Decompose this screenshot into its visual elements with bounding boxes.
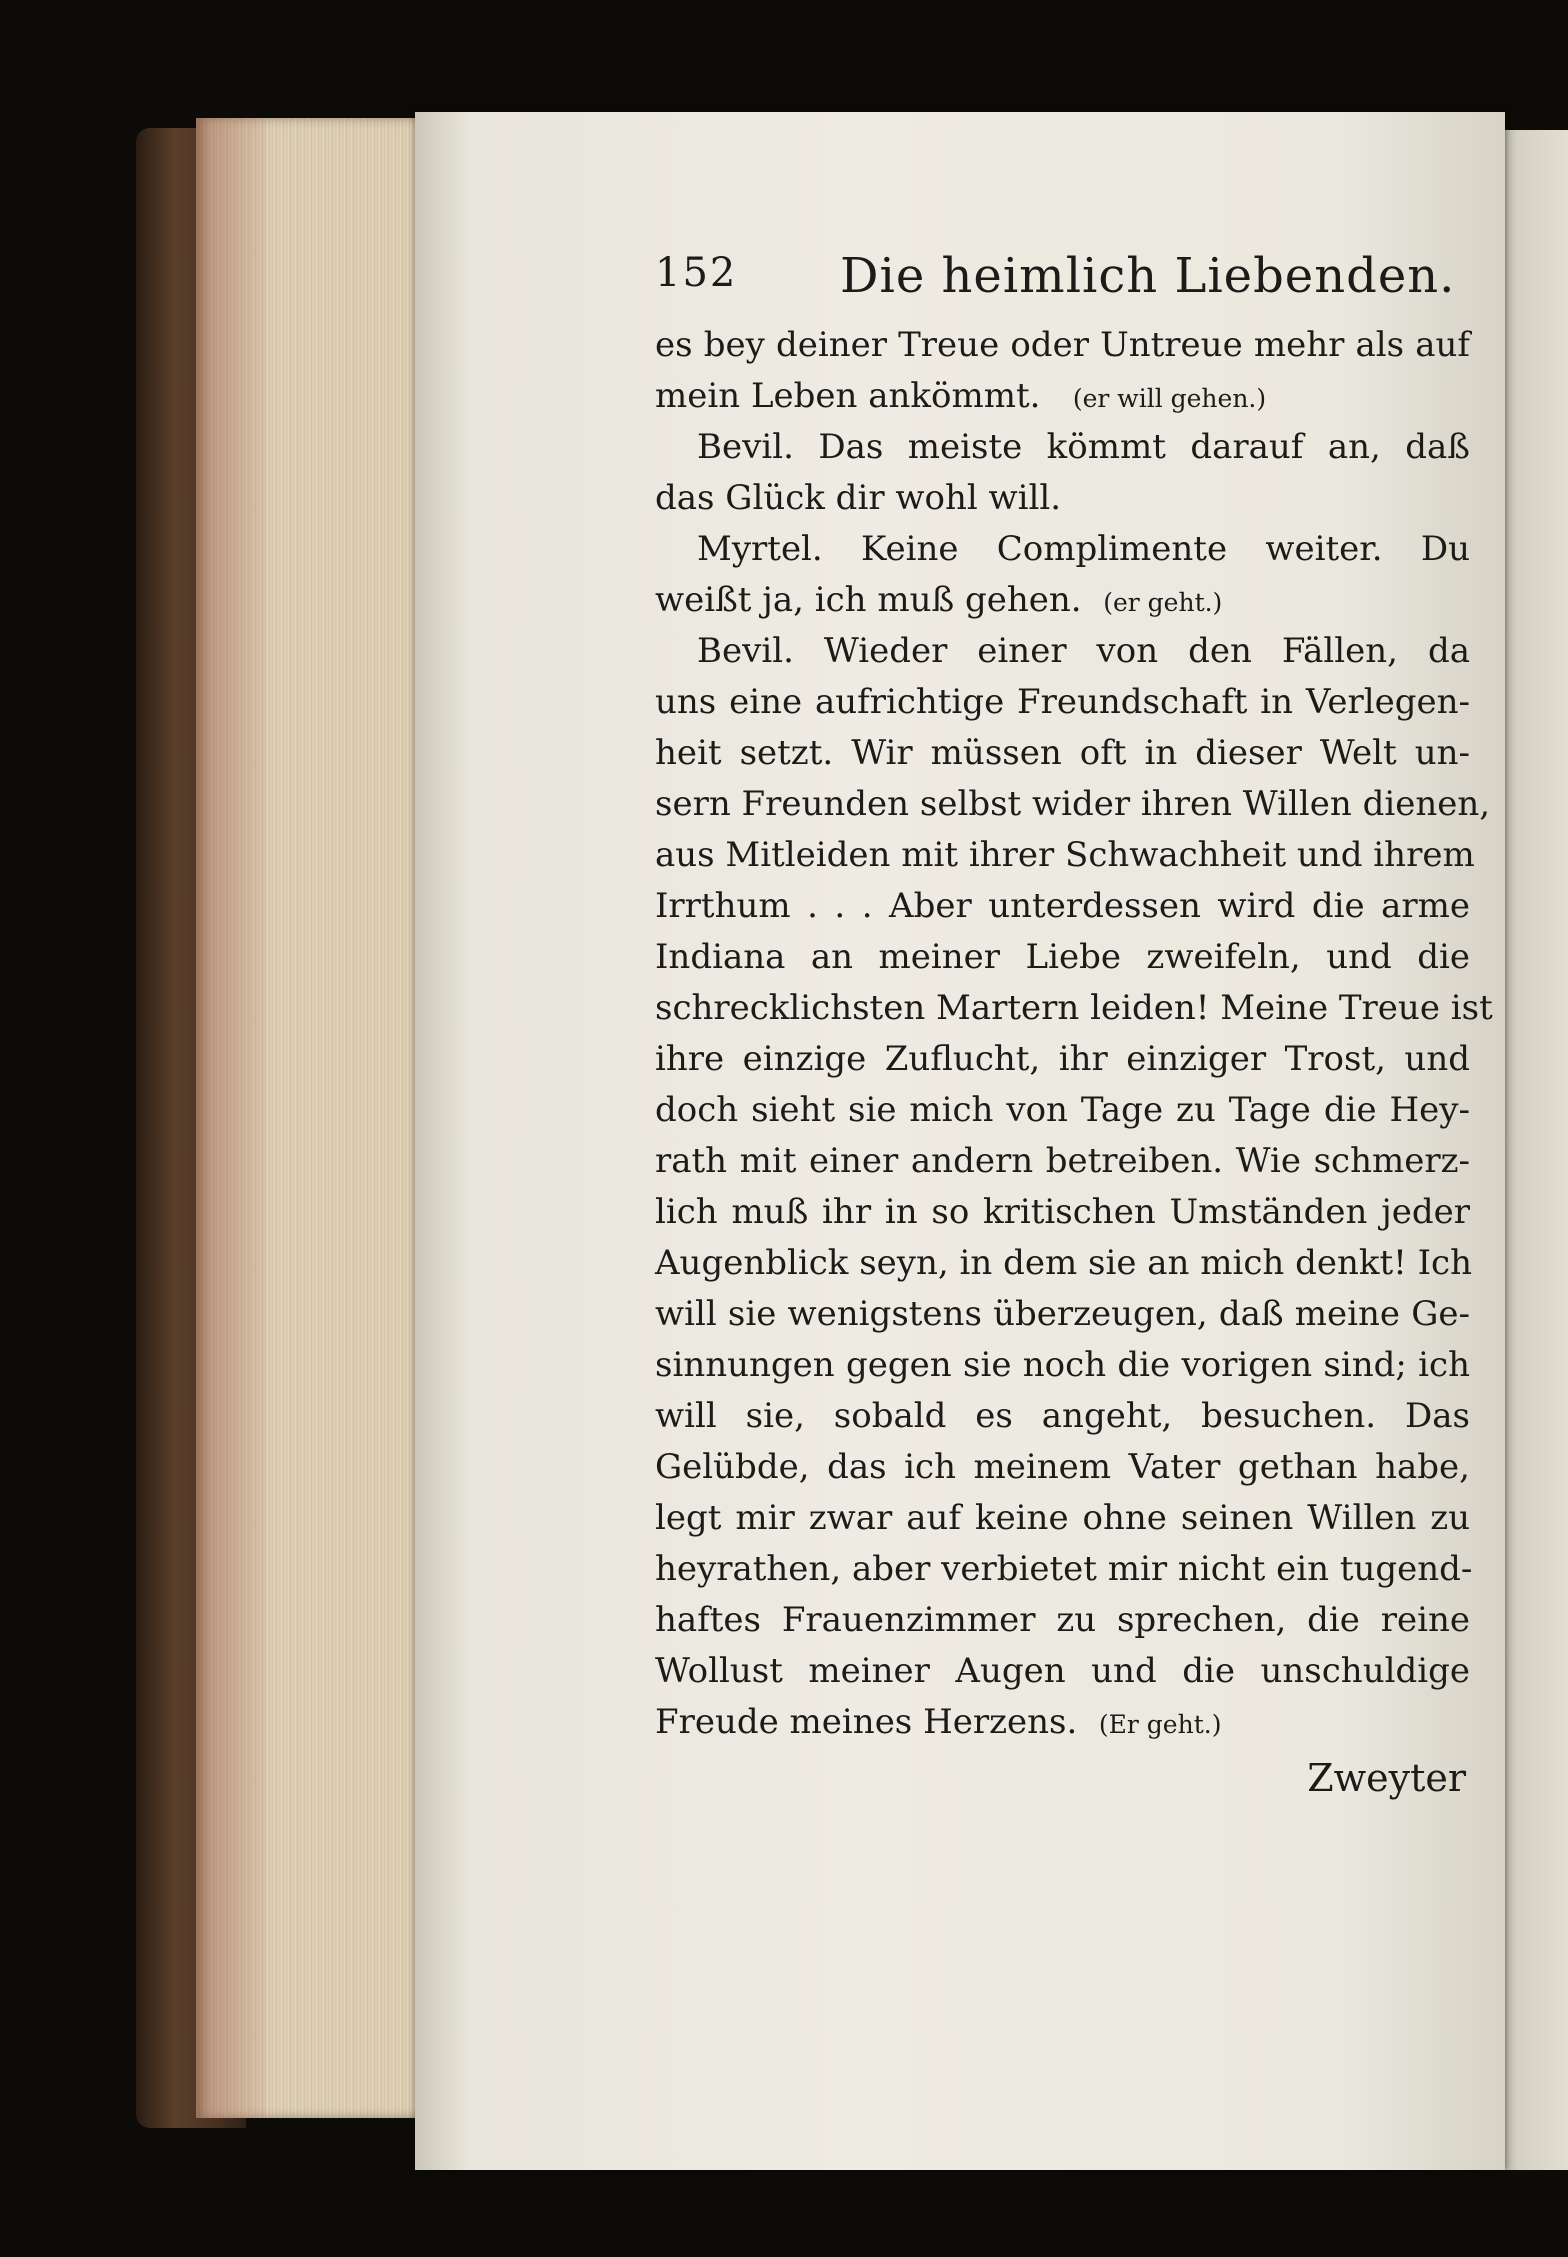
- stage-direction: (er geht.): [1103, 588, 1223, 617]
- text-line: mein Leben ankömmt. (er will gehen.): [655, 376, 1267, 416]
- running-title: Die heimlich Liebenden.: [840, 248, 1456, 304]
- catchword: Zweyter: [1307, 1756, 1466, 1800]
- text-line: weißt ja, ich muß gehen. (er geht.): [655, 580, 1223, 620]
- text-line: Wollust meiner Augen und die unschuldige: [655, 1651, 1470, 1691]
- text-line: rath mit einer andern betreiben. Wie schmerz-: [655, 1141, 1470, 1181]
- stage-direction: (er will gehen.): [1072, 384, 1267, 413]
- facing-page: [1500, 130, 1568, 2170]
- text-line: will sie, sobald es angeht, besuchen. Das: [655, 1396, 1470, 1436]
- page-number: 152: [655, 250, 738, 296]
- text-line: das Glück dir wohl will.: [655, 478, 1062, 518]
- text-line: es bey deiner Treue oder Untreue mehr als auf: [655, 325, 1470, 365]
- text-line: aus Mitleiden mit ihrer Schwachheit und ihrem: [655, 835, 1475, 875]
- text-line: Indiana an meiner Liebe zweifeln, und die: [655, 937, 1470, 977]
- text-line: lich muß ihr in so kritischen Umständen jeder: [655, 1192, 1470, 1232]
- text-line: Irrthum . . . Aber unterdessen wird die arme: [655, 886, 1470, 926]
- text-line: Augenblick seyn, in dem sie an mich denkt! Ich: [655, 1243, 1472, 1283]
- text-line: schrecklichsten Martern leiden! Meine Treue ist: [655, 988, 1493, 1028]
- text-line: Bevil. Das meiste kömmt darauf an, daß: [697, 427, 1470, 467]
- stage-direction: (Er geht.): [1098, 1710, 1222, 1739]
- text-line: Freude meines Herzens. (Er geht.): [655, 1702, 1222, 1742]
- text-line: Myrtel. Keine Complimente weiter. Du: [697, 529, 1470, 569]
- text-line: Bevil. Wieder einer von den Fällen, da: [697, 631, 1470, 671]
- text-line: sinnungen gegen sie noch die vorigen sind; ich: [655, 1345, 1470, 1385]
- text-line: haftes Frauenzimmer zu sprechen, die reine: [655, 1600, 1470, 1640]
- text-line: heit setzt. Wir müssen oft in dieser Welt un-: [655, 733, 1470, 773]
- page-text: [655, 240, 1493, 1808]
- text-line: uns eine aufrichtige Freundschaft in Verlegen-: [655, 682, 1470, 722]
- text-line: legt mir zwar auf keine ohne seinen Willen zu: [655, 1498, 1470, 1538]
- text-line: Gelübde, das ich meinem Vater gethan habe,: [655, 1447, 1470, 1487]
- text-line: doch sieht sie mich von Tage zu Tage die Hey-: [655, 1090, 1470, 1130]
- page-header: [655, 240, 1470, 320]
- text-line: heyrathen, aber verbietet mir nicht ein tugend-: [655, 1549, 1473, 1589]
- text-line: sern Freunden selbst wider ihren Willen dienen,: [655, 784, 1491, 824]
- page-edges-tint: [196, 118, 266, 2118]
- text-line: ihre einzige Zuflucht, ihr einziger Trost, und: [655, 1039, 1470, 1079]
- text-line: will sie wenigstens überzeugen, daß meine Ge-: [655, 1294, 1470, 1334]
